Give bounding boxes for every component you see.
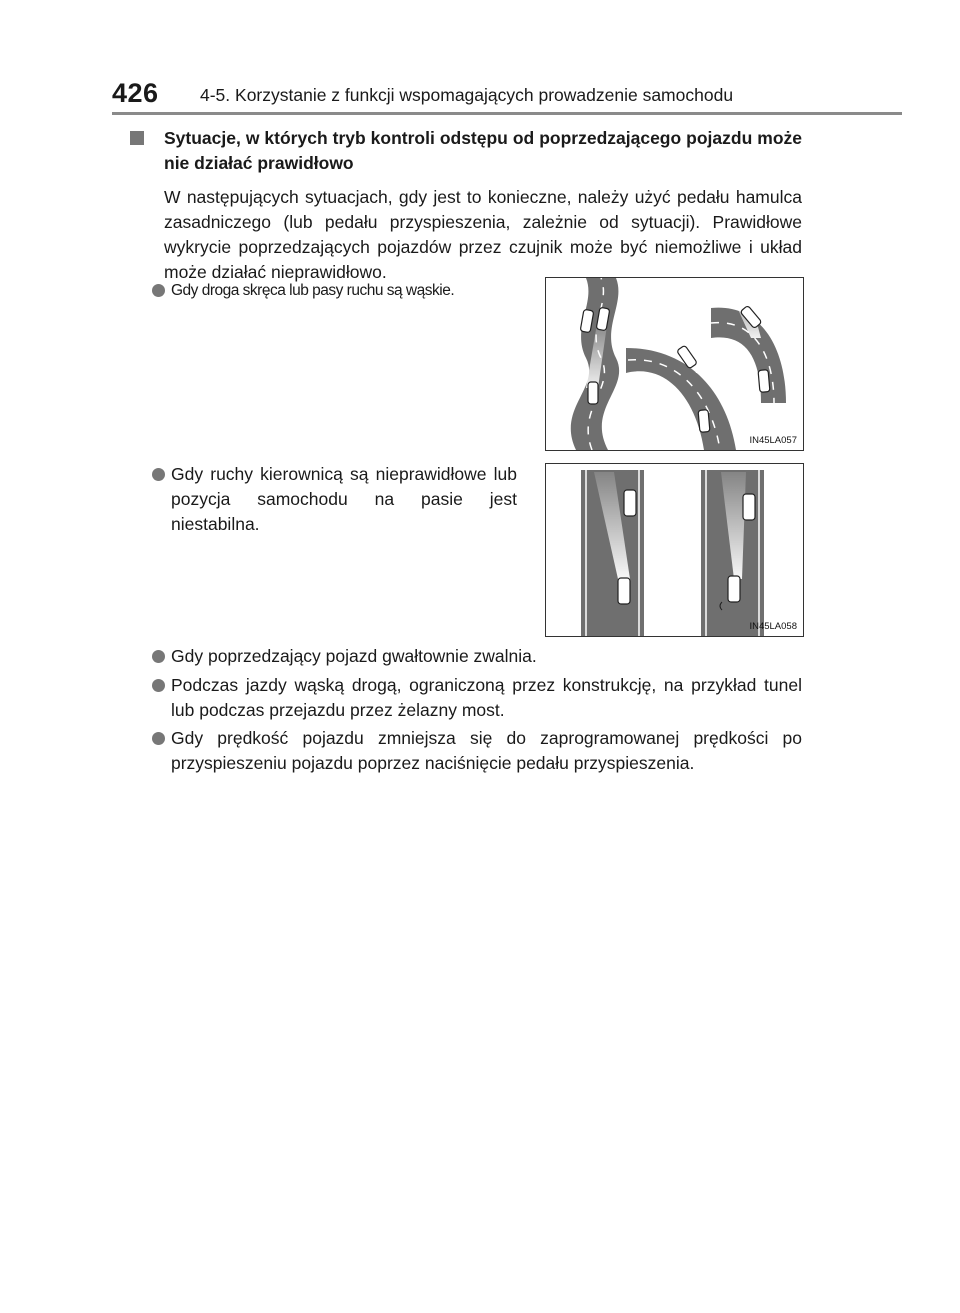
figure-code: IN45LA058 xyxy=(749,621,797,632)
circle-bullet-icon xyxy=(152,732,165,745)
figure-unstable-lane xyxy=(545,463,804,637)
chapter-title: 4-5. Korzystanie z funkcji wspomagających prowadzenie samochodu xyxy=(200,85,734,105)
figure-code: IN45LA057 xyxy=(749,435,797,446)
square-bullet-icon xyxy=(130,131,144,145)
list-item-text: Gdy ruchy kierownicą są nieprawidłowe lub pozycja samochodu na pasie jest niestabilna. xyxy=(171,464,517,534)
list-item xyxy=(152,278,517,303)
circle-bullet-icon xyxy=(152,468,165,481)
page-header xyxy=(112,78,902,114)
list-item xyxy=(152,726,802,776)
section-block xyxy=(130,126,802,285)
circle-bullet-icon xyxy=(152,650,165,663)
list-item-text: Podczas jazdy wąską drogą, ograniczoną przez konstrukcję, na przykład tunel lub podczas przejazdu przez żelazny most. xyxy=(171,675,802,720)
list-item xyxy=(152,644,802,669)
unstable-lane-illustration xyxy=(546,464,803,636)
curved-road-illustration xyxy=(546,278,803,450)
circle-bullet-icon xyxy=(152,679,165,692)
page-number: 426 xyxy=(112,78,159,108)
header-rule xyxy=(112,112,902,115)
section-intro: W następujących sytuacjach, gdy jest to konieczne, należy użyć pedału hamulca zasadniczego (lub pedału przyspieszenia, zależnie od sytuacji). Prawidłowe wykrycie poprzedzających pojazdów przez czujnik może być niemożliwe i układ może działać nieprawidłowo. xyxy=(164,187,802,282)
list-item xyxy=(152,673,802,723)
list-item-text: Gdy prędkość pojazdu zmniejsza się do zaprogramowanej prędkości po przyspieszeniu pojazdu poprzez naciśnięcie pedału przyspieszenia. xyxy=(171,728,802,773)
figure-curved-road xyxy=(545,277,804,451)
section-heading-text: Sytuacje, w których tryb kontroli odstępu od poprzedzającego pojazdu może nie działać prawidłowo xyxy=(164,128,802,173)
circle-bullet-icon xyxy=(152,284,165,297)
list-item-text: Gdy droga skręca lub pasy ruchu są wąskie. xyxy=(171,282,455,299)
list-item-text: Gdy poprzedzający pojazd gwałtownie zwalnia. xyxy=(171,646,537,666)
section-heading xyxy=(130,126,802,176)
list-item xyxy=(152,462,517,537)
